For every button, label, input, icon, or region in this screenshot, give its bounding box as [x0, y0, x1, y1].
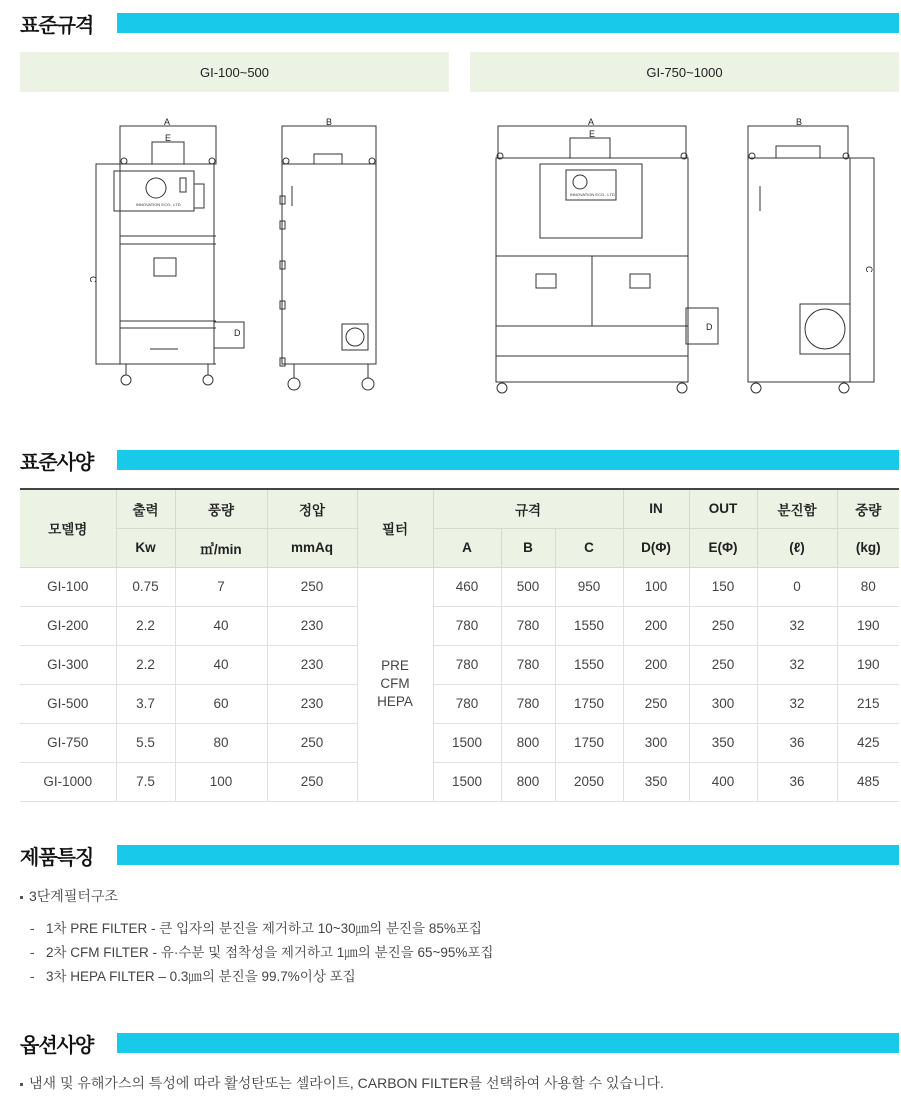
model-group-label-left: GI-100~500: [20, 52, 449, 92]
section-accent-bar: [117, 845, 899, 865]
table-row: [20, 606, 899, 645]
col-unit-c: C: [555, 528, 623, 567]
col-unit-in: D(Φ): [623, 528, 689, 567]
cell-flow: 60: [175, 684, 267, 723]
dim-label-b: B: [326, 117, 333, 127]
cell-in: 350: [623, 762, 689, 801]
dim-label-c: C: [88, 276, 98, 283]
col-header-pressure: 정압: [267, 489, 357, 528]
cell-in: 200: [623, 606, 689, 645]
list-item-text: 3차 HEPA FILTER – 0.3㎛의 분진을 99.7%이상 포집: [46, 969, 356, 984]
table-row: [20, 762, 899, 801]
cell-c: 1550: [555, 606, 623, 645]
col-unit-out: E(Φ): [689, 528, 757, 567]
cell-pressure: 230: [267, 606, 357, 645]
col-unit-output: Kw: [116, 528, 175, 567]
maker-label: INNOVATION ECO., LTD: [136, 202, 181, 207]
col-unit-a: A: [433, 528, 501, 567]
cell-pressure: 230: [267, 645, 357, 684]
feature-list: [30, 917, 493, 989]
bullet-icon: [20, 1083, 23, 1086]
cell-b: 780: [501, 684, 555, 723]
col-header-model: 모델명: [20, 489, 116, 567]
cell-kw: 2.2: [116, 645, 175, 684]
dim-label-e: E: [165, 133, 172, 143]
option-text-content: 냄새 및 유해가스의 특성에 따라 활성탄또는 셀라이트, CARBON FILTER를 선택하여 사용할 수 있습니다.: [29, 1075, 664, 1091]
cell-kw: 0.75: [116, 567, 175, 606]
cell-dust: 32: [757, 645, 837, 684]
dim-label-a: A: [588, 117, 595, 127]
cell-flow: 7: [175, 567, 267, 606]
cell-b: 800: [501, 762, 555, 801]
section-title: 표준사양: [20, 449, 94, 474]
list-item-text: 1차 PRE FILTER - 큰 입자의 분진을 제거하고 10~30㎛의 분진을 85%포집: [46, 921, 482, 936]
col-header-filter: 필터: [357, 489, 433, 567]
cell-in: 200: [623, 645, 689, 684]
cell-model: GI-500: [20, 684, 116, 723]
cell-out: 400: [689, 762, 757, 801]
drawing-large-side: [742, 116, 882, 398]
cell-kw: 7.5: [116, 762, 175, 801]
cell-flow: 80: [175, 723, 267, 762]
section-title: 제품특징: [20, 844, 94, 869]
bullet-icon: [20, 896, 23, 899]
cell-in: 300: [623, 723, 689, 762]
cell-b: 500: [501, 567, 555, 606]
filter-line: CFM: [380, 676, 410, 691]
cell-filter: [357, 567, 433, 801]
cell-a: 1500: [433, 723, 501, 762]
table-row: [20, 723, 899, 762]
cell-flow: 100: [175, 762, 267, 801]
cell-in: 250: [623, 684, 689, 723]
cell-weight: 190: [837, 645, 899, 684]
feature-heading: [20, 886, 118, 906]
section-header-standard-detail: [20, 445, 899, 475]
cell-c: 1750: [555, 684, 623, 723]
list-item: [30, 917, 493, 941]
dash-marker: -: [30, 921, 35, 936]
section-accent-bar: [117, 13, 899, 33]
cell-out: 300: [689, 684, 757, 723]
cell-b: 780: [501, 606, 555, 645]
cell-b: 800: [501, 723, 555, 762]
drawing-large-front: [490, 116, 720, 398]
col-header-out: OUT: [689, 489, 757, 528]
cell-pressure: 250: [267, 567, 357, 606]
cell-out: 350: [689, 723, 757, 762]
table-row: [20, 684, 899, 723]
dim-label-b: B: [796, 117, 803, 127]
cell-dust: 36: [757, 762, 837, 801]
dim-label-e: E: [589, 129, 596, 139]
col-header-in: IN: [623, 489, 689, 528]
col-header-dust-box: 분진함: [757, 489, 837, 528]
cell-weight: 485: [837, 762, 899, 801]
cell-c: 950: [555, 567, 623, 606]
cell-kw: 3.7: [116, 684, 175, 723]
feature-heading-text: 3단계필터구조: [29, 888, 118, 904]
col-unit-pressure: mmAq: [267, 528, 357, 567]
cell-weight: 190: [837, 606, 899, 645]
cell-flow: 40: [175, 645, 267, 684]
dash-marker: -: [30, 969, 35, 984]
dim-label-a: A: [164, 117, 171, 127]
option-text: [20, 1073, 664, 1093]
cell-dust: 32: [757, 606, 837, 645]
cell-pressure: 250: [267, 723, 357, 762]
cell-weight: 425: [837, 723, 899, 762]
table-row: [20, 645, 899, 684]
dim-label-d: D: [234, 328, 241, 338]
cell-dust: 0: [757, 567, 837, 606]
cell-b: 780: [501, 645, 555, 684]
model-group-label-right: GI-750~1000: [470, 52, 899, 92]
cell-model: GI-200: [20, 606, 116, 645]
cell-weight: 80: [837, 567, 899, 606]
spec-table: [20, 488, 899, 802]
cell-dust: 32: [757, 684, 837, 723]
cell-out: 250: [689, 606, 757, 645]
filter-line: HEPA: [377, 694, 413, 709]
cell-a: 780: [433, 684, 501, 723]
cell-c: 1550: [555, 645, 623, 684]
cell-flow: 40: [175, 606, 267, 645]
cell-model: GI-750: [20, 723, 116, 762]
section-header-options: [20, 1028, 899, 1058]
col-header-output: 출력: [116, 489, 175, 528]
drawing-small-front: [86, 116, 241, 398]
section-title: 표준규격: [20, 12, 94, 37]
col-unit-weight: (kg): [837, 528, 899, 567]
cell-in: 100: [623, 567, 689, 606]
section-title: 옵션사양: [20, 1032, 94, 1057]
cell-a: 1500: [433, 762, 501, 801]
cell-dust: 36: [757, 723, 837, 762]
cell-pressure: 230: [267, 684, 357, 723]
cell-model: GI-1000: [20, 762, 116, 801]
col-unit-b: B: [501, 528, 555, 567]
cell-weight: 215: [837, 684, 899, 723]
dim-label-c: C: [864, 266, 874, 273]
cell-a: 460: [433, 567, 501, 606]
col-header-weight: 중량: [837, 489, 899, 528]
section-header-standard-spec: [20, 8, 899, 38]
cell-out: 150: [689, 567, 757, 606]
list-item: [30, 941, 493, 965]
maker-label: INNOVATION ECO., LTD: [570, 192, 615, 197]
cell-c: 1750: [555, 723, 623, 762]
cell-c: 2050: [555, 762, 623, 801]
col-header-spec: 규격: [433, 489, 623, 528]
cell-model: GI-300: [20, 645, 116, 684]
list-item-text: 2차 CFM FILTER - 유·수분 및 점착성을 제거하고 1㎛의 분진을 65~95%포집: [46, 945, 494, 960]
section-accent-bar: [117, 450, 899, 470]
cell-a: 780: [433, 606, 501, 645]
dim-label-d: D: [706, 322, 713, 332]
cell-a: 780: [433, 645, 501, 684]
drawing-small-side: [276, 116, 386, 398]
section-accent-bar: [117, 1033, 899, 1053]
cell-kw: 5.5: [116, 723, 175, 762]
col-header-airflow: 풍량: [175, 489, 267, 528]
col-unit-dust: (ℓ): [757, 528, 837, 567]
col-unit-airflow: ㎥/min: [175, 528, 267, 567]
list-item: [30, 965, 493, 989]
dash-marker: -: [30, 945, 35, 960]
table-row: [20, 567, 899, 606]
cell-kw: 2.2: [116, 606, 175, 645]
cell-model: GI-100: [20, 567, 116, 606]
section-header-features: [20, 840, 899, 870]
filter-line: PRE: [381, 658, 409, 673]
cell-pressure: 250: [267, 762, 357, 801]
cell-out: 250: [689, 645, 757, 684]
